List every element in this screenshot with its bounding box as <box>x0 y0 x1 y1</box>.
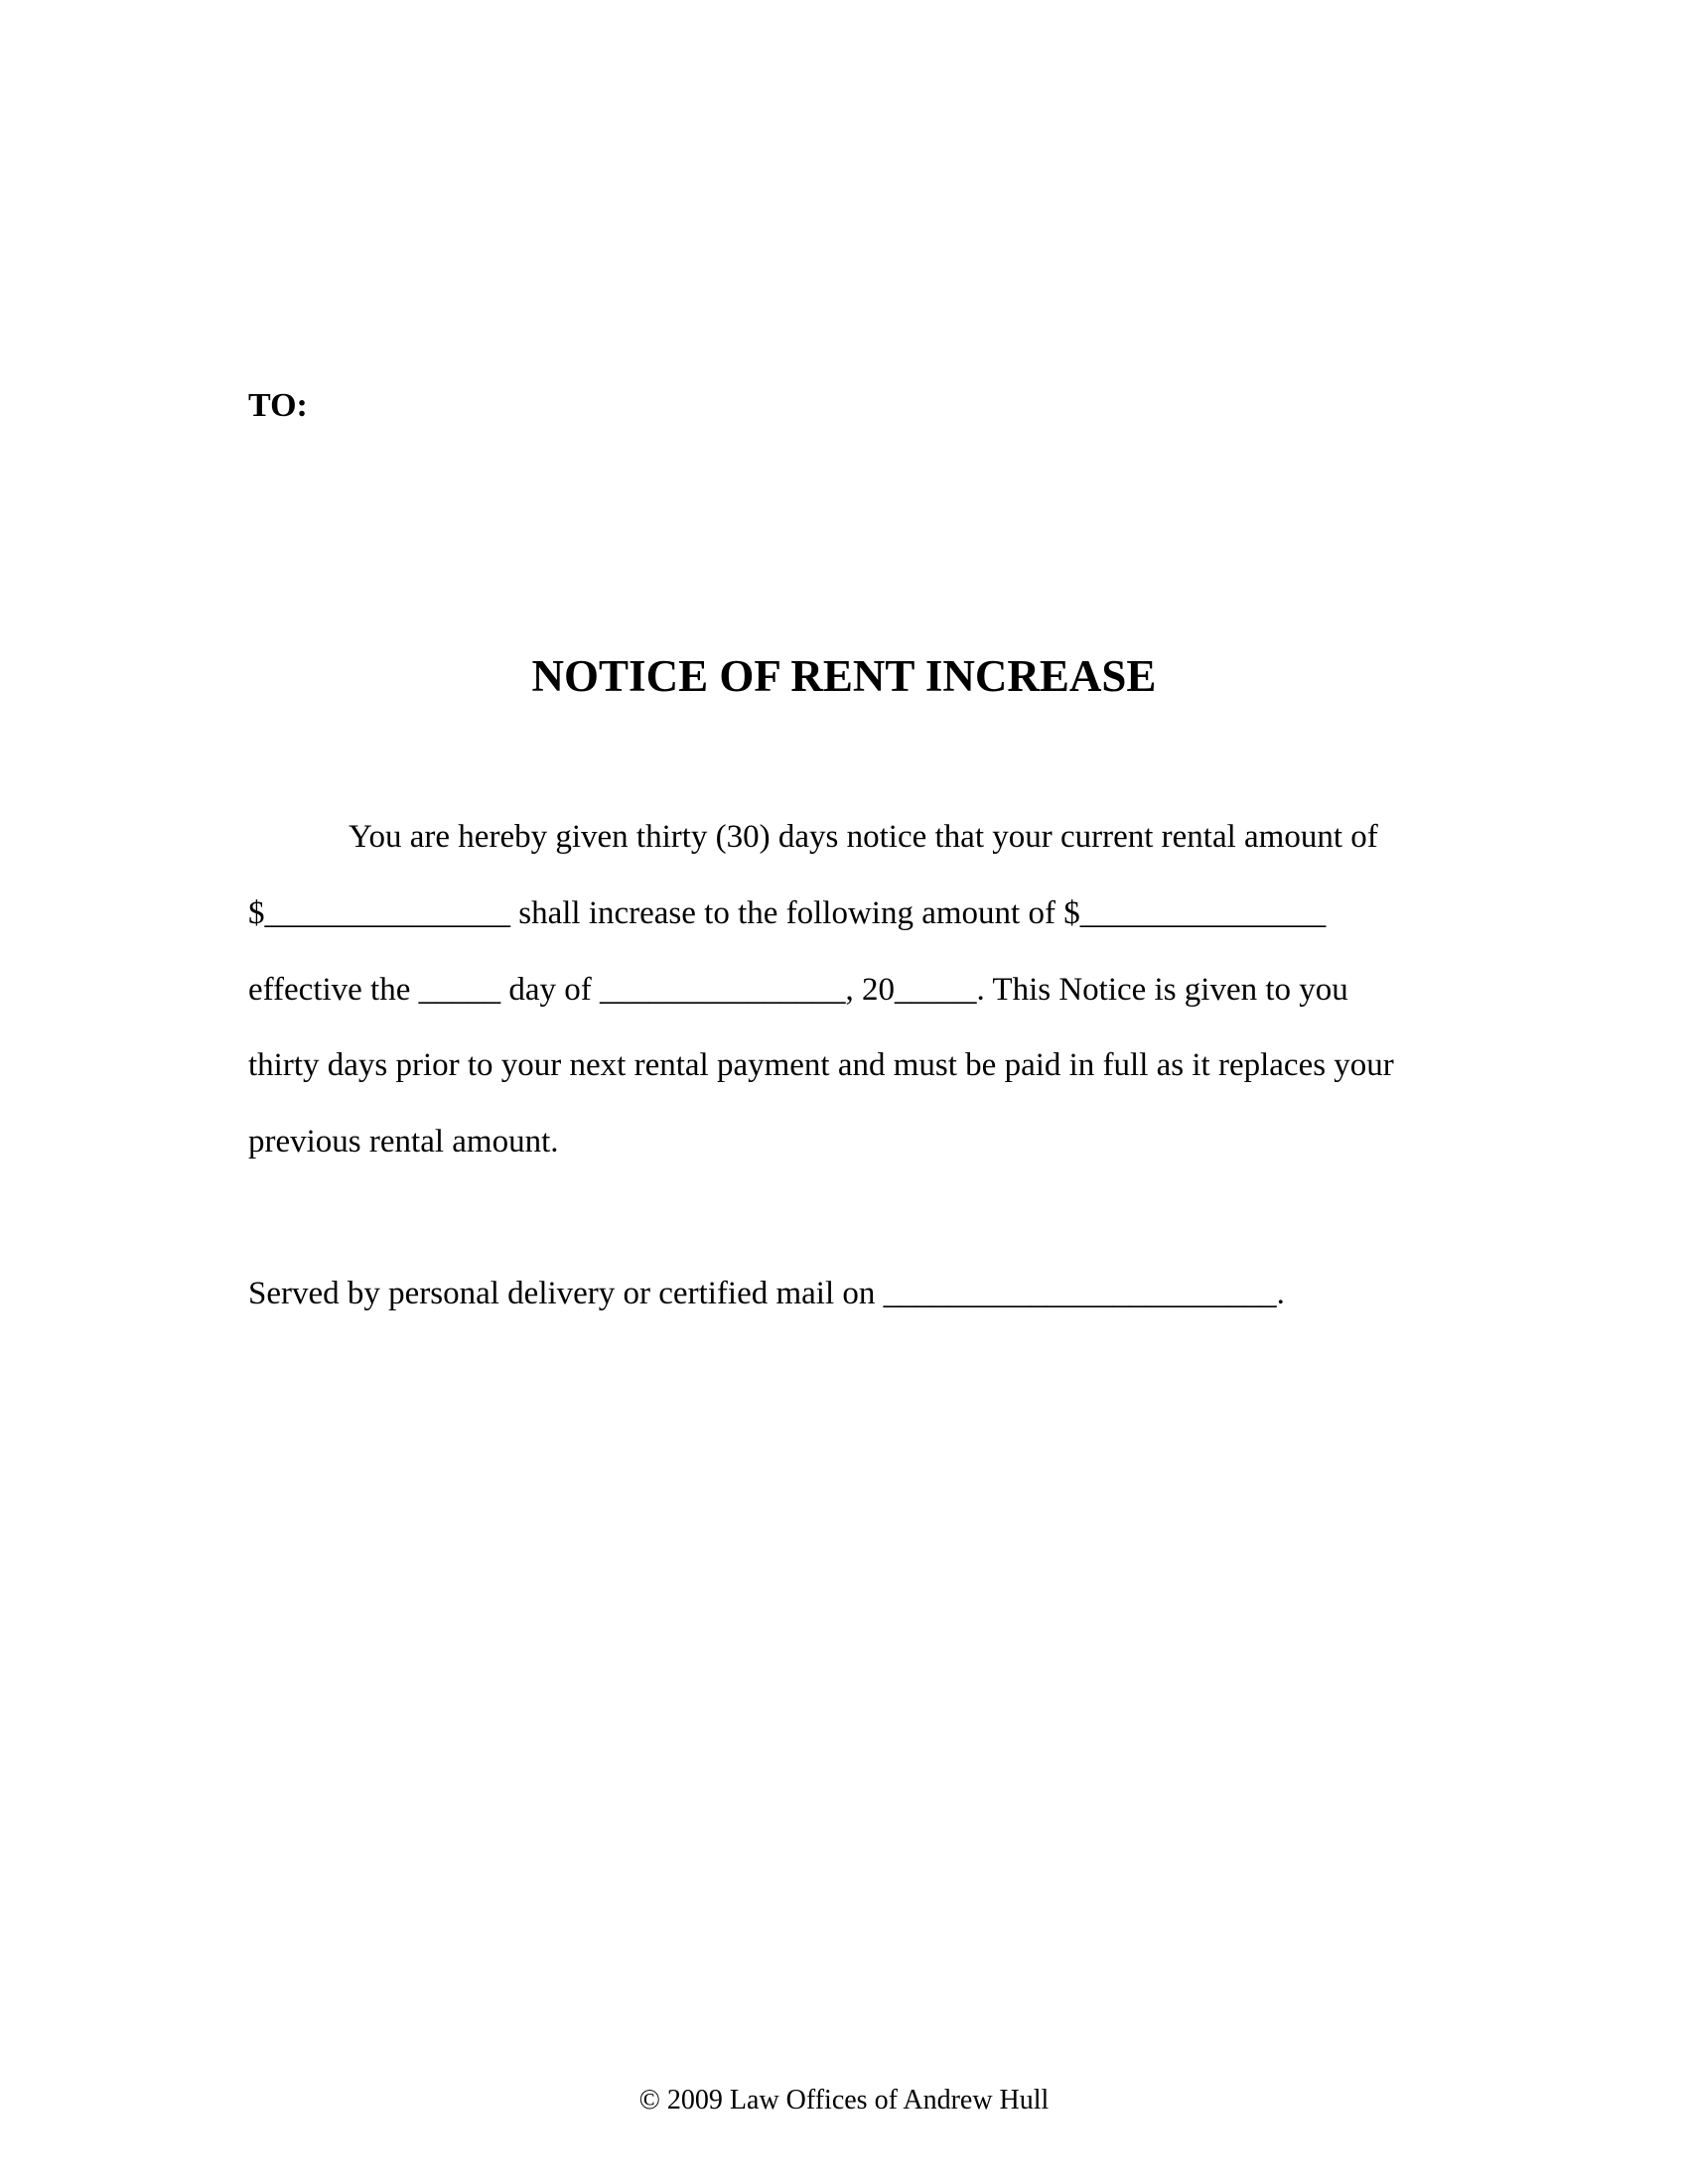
document-title: NOTICE OF RENT INCREASE <box>531 651 1157 701</box>
service-statement: Served by personal delivery or certified mail on ________________________. <box>248 1276 1285 1311</box>
copyright-footer: © 2009 Law Offices of Andrew Hull <box>638 2085 1050 2116</box>
body-line-1: You are hereby given thirty (30) days notice that your current rental amount of <box>349 819 1378 855</box>
body-line-4: thirty days prior to your next rental payment and must be paid in full as it replaces your <box>248 1047 1394 1083</box>
body-line-3: effective the _____ day of _______________, 20_____. This Notice is given to you <box>248 972 1348 1008</box>
body-line-2: $_______________ shall increase to the following amount of $_______________ <box>248 895 1327 931</box>
recipient-label: TO: <box>248 387 308 424</box>
body-line-5: previous rental amount. <box>248 1124 559 1160</box>
